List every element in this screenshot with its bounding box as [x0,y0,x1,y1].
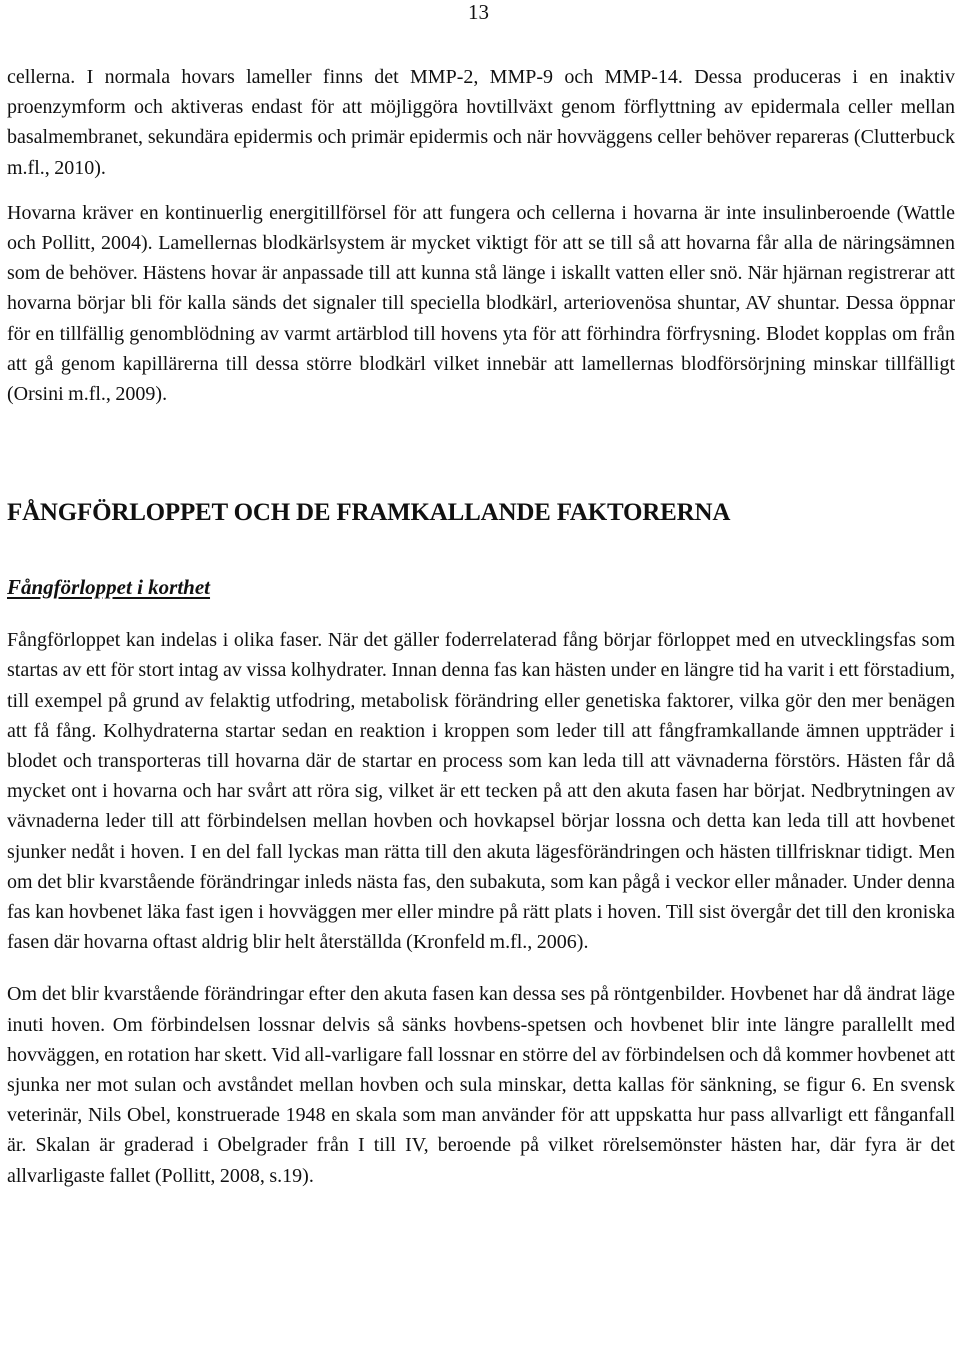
paragraph-xray-obel: Om det blir kvarstående förändringar efter den akuta fasen kan dessa ses på röntgenbilder. Hovbenet har då ändrat läge inuti hoven. Om förbindelsen lossnar delvis så sänks hovbens-spetsen och hovbenet blir inte längre parallellt med hovväggen, en rotation har skett. Vid all-varligare fall lossnar en större del av förbindelsen och då kommer hovbenet att sjunka ner mot sulan och avståndet mellan hovben och sula minskar, detta kallas för sänkning, se figur 6. En svensk veterinär, Nils Obel, konstruerade 1948 en skala som man använder för att uppskatta hur pass allvarligt ett fånganfall är. Skalan är graderad i Obelgrader från I till IV, beroende på vilket rörelsemönster hästen har, där fyra är det allvarligaste fallet (Pollitt, 2008, s.19). [7,983,956,1187]
paragraph-phases: Fångförloppet kan indelas i olika faser. När det gäller foderrelaterad fång börjar förloppet med en utvecklingsfas som startas av ett för stort intag av vissa kolhydrater. Innan denna fas kan hästen under en längre tid ha varit i ett förstadium, till exempel på grund av felaktig utfodring, metabolisk förändring eller genetiska faktorer, vilka gör den mer benägen att få fång. Kolhydraterna startar sedan en reaktion i kroppen som leder till att fångframkallande ämnen uppträder i blodet och transporteras till hovarna där de startar en process som kan leda till att vävnaderna förstörs. Hästen får då mycket ont i hovarna och har svårt att röra sig, vilket är ett tecken på att den akuta fasen har börjat. Nedbrytningen av vävnaderna leder till att förbindelsen mellan hovben och hovkapsel börjar lossna och detta kan leda till att hovbenet sjunker nedåt i hoven. I en del fall lyckas man rätta till den akuta lägesförändringen och hästen tillfrisknar tidigt. Men om det blir kvarstående förändringar inleds nästa fas, den subakuta, som kan pågå i veckor eller månader. Under denna fas kan hovbenet läka fast igen i hovväggen mer eller mindre på rätt plats i hoven. Till sist övergår det till den kroniska fasen där hovarna oftast aldrig blir helt återställda (Kronfeld m.fl., 2006). [7,629,955,954]
subsection-heading: Fångförloppet i korthet [7,575,211,600]
page-number: 13 [468,0,489,24]
paragraph-energy-blood-supply: Hovarna kräver en kontinuerlig energitillförsel för att fungera och cellerna i hovarna är inte insulinberoende (Wattle och Pollitt, 2004). Lamellernas blodkärlsystem är mycket viktigt för att se till så att hovarna får alla de näringsämnen som de behöver. Hästens hovar är anpassade till att kunna stå länge i iskallt vatten eller snö. När hjärnan registrerar att hovarna börjar bli för kalla sänds det signaler till speciella blodkärl, arteriovenösa shuntar, AV shuntar. Dessa öppnar för en tillfällig genomblödning av varmt artärblod till hovens yta för att förhindra förfrysning. Blodet kopplas om från att gå genom kapillärerna till dessa större blodkärl vilket innebär att lamellernas blodförsörjning minskar tillfälligt (Orsini m.fl., 2009). [7,201,955,406]
paragraph-mmp: cellerna. I normala hovars lameller finns det MMP-2, MMP-9 och MMP-14. Dessa produceras i en inaktiv proenzymform och aktiveras endast för att möjliggöra hovtillväxt genom förflyttning av epidermala celler mellan basalmembranet, sekundära epidermis och primär epidermis och när hovväggens celler behöver repareras (Clutterbuck m.fl., 2010). [7,66,955,179]
document-body [7,62,955,1191]
section-heading: FÅNGFÖRLOPPET OCH DE FRAMKALLANDE FAKTORERNA [7,499,731,527]
